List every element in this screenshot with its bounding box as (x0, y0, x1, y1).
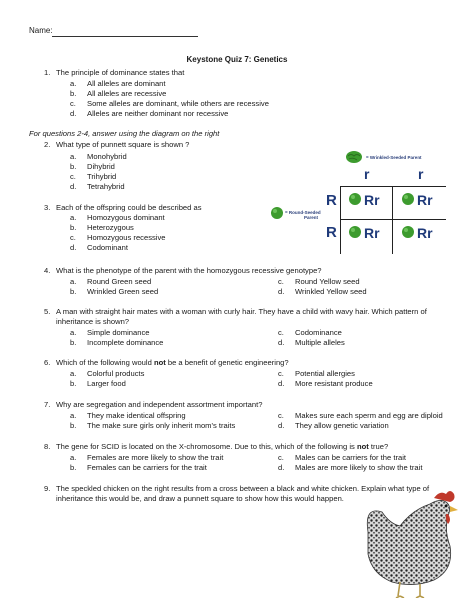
option[interactable]: c. Some alleles are dominant, while others are recessive (70, 99, 269, 108)
question-number: 6. (44, 358, 51, 367)
speckled-chicken-image (360, 484, 460, 598)
option[interactable]: b. Dihybrid (70, 162, 115, 171)
question-number: 7. (44, 400, 51, 409)
question-text-line2: inheritance this would be, and draw a punnett square to show how this would happen. (56, 494, 344, 503)
option[interactable]: b. Incomplete dominance (70, 338, 164, 347)
row-allele: R (326, 192, 337, 209)
punnett-square-diagram (268, 150, 448, 255)
column-allele: r (418, 166, 424, 182)
option[interactable]: d. More resistant produce (278, 379, 373, 388)
question-number: 3. (44, 203, 51, 212)
question-text-line2: inheritance is shown? (56, 317, 130, 326)
option[interactable]: b. Larger food (70, 379, 126, 388)
question-text: Which of the following would not be a benefit of genetic engineering? (56, 358, 289, 367)
question-text: The principle of dominance states that (56, 68, 185, 77)
option[interactable]: d. They allow genetic variation (278, 421, 389, 430)
name-label: Name: (29, 26, 53, 35)
pea-icon (401, 225, 415, 239)
question-number: 8. (44, 442, 51, 451)
pea-icon (348, 192, 362, 206)
column-allele: r (364, 166, 370, 182)
option[interactable]: b. Wrinkled Green seed (70, 287, 159, 296)
question-number: 2. (44, 140, 51, 149)
option[interactable]: c. Round Yellow seed (278, 277, 360, 286)
option[interactable]: b. The make sure girls only inherit mom's traits (70, 421, 236, 430)
option[interactable]: c. Codominance (278, 328, 342, 337)
top-parent-label: = Wrinkled-Seeded Parent (366, 155, 422, 160)
option[interactable]: a. They make identical offspring (70, 411, 186, 420)
option[interactable]: a. Colorful products (70, 369, 145, 378)
question-text: A man with straight hair mates with a woman with curly hair. They have a child with wavy hair. Which pattern of (56, 307, 427, 316)
round-pea-icon (268, 206, 286, 220)
pea-icon (348, 225, 362, 239)
punnett-cell: Rr (417, 225, 433, 241)
left-parent-label-line2: Parent (304, 215, 319, 220)
option[interactable]: c. Trihybrid (70, 172, 117, 181)
option[interactable]: a. Simple dominance (70, 328, 150, 337)
question-text: The speckled chicken on the right results from a cross between a black and white chicken. Explain what type of (56, 484, 430, 493)
pea-icon (401, 192, 415, 206)
option[interactable]: d. Wrinkled Yellow seed (278, 287, 367, 296)
question-text: Why are segregation and independent assortment important? (56, 400, 263, 409)
option[interactable]: c. Makes sure each sperm and egg are diploid (278, 411, 443, 420)
question-text: What type of punnett square is shown ? (56, 140, 190, 149)
option[interactable]: a. Round Green seed (70, 277, 152, 286)
option[interactable]: a. Monohybrid (70, 152, 127, 161)
option[interactable]: a. Females are more likely to show the trait (70, 453, 224, 462)
question-text: Each of the offspring could be described as (56, 203, 202, 212)
wrinkled-pea-icon (344, 150, 364, 164)
option[interactable]: b. Heterozygous (70, 223, 134, 232)
question-text: The gene for SCID is located on the X-chromosome. Due to this, which of the following is not true? (56, 442, 389, 451)
question-number: 5. (44, 307, 51, 316)
punnett-cell: Rr (364, 192, 380, 208)
option[interactable]: b. Females can be carriers for the trait (70, 463, 207, 472)
quiz-title: Keystone Quiz 7: Genetics (186, 55, 288, 64)
option[interactable]: b. All alleles are recessive (70, 89, 167, 98)
option[interactable]: d. Multiple alleles (278, 338, 345, 347)
option[interactable]: c. Potential allergies (278, 369, 355, 378)
question-number: 4. (44, 266, 51, 275)
name-blank-line[interactable] (52, 36, 198, 37)
option[interactable]: d. Codominant (70, 243, 128, 252)
punnett-cell: Rr (417, 192, 433, 208)
left-parent-label: = Round-Seeded (285, 210, 321, 215)
question-number: 1. (44, 68, 51, 77)
option[interactable]: c. Males can be carriers for the trait (278, 453, 406, 462)
punnett-cell: Rr (364, 225, 380, 241)
question-number: 9. (44, 484, 51, 493)
option[interactable]: d. Tetrahybrid (70, 182, 125, 191)
option[interactable]: a. Homozygous dominant (70, 213, 165, 222)
question-text: What is the phenotype of the parent with the homozygous recessive genotype? (56, 266, 322, 275)
option[interactable]: d. Males are more likely to show the trait (278, 463, 423, 472)
row-allele: R (326, 224, 337, 241)
instructions: For questions 2-4, answer using the diagram on the right (29, 129, 220, 138)
option[interactable]: a. All alleles are dominant (70, 79, 166, 88)
option[interactable]: c. Homozygous recessive (70, 233, 166, 242)
option[interactable]: d. Alleles are neither dominant nor recessive (70, 109, 229, 118)
